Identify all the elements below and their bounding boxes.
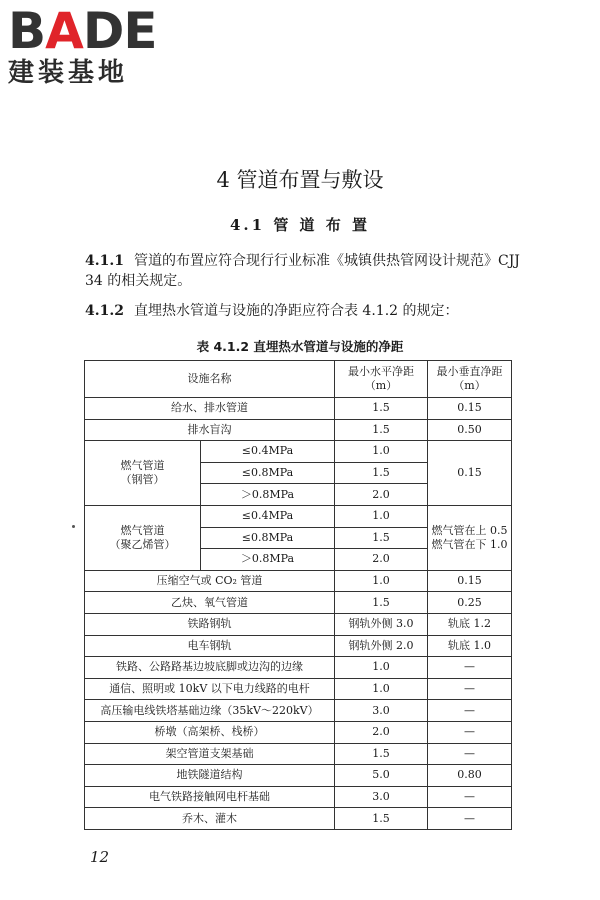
table-row: 桥墩（高架桥、栈桥） 2.0 — [85,721,512,743]
table-row: 乙炔、氧气管道 1.5 0.25 [85,592,512,614]
clause-number: 4.1.1 [85,253,124,269]
table-row: ＞0.8MPa 2.0 [85,549,512,571]
gas-pe-label: 燃气管道 （聚乙烯管） [85,505,201,570]
table-row: ＞0.8MPa 2.0 [85,484,512,506]
table-row: 电车钢轨 钢轨外侧 2.0 轨底 1.0 [85,635,512,657]
table-row: 燃气管道 （钢管） ≤0.4MPa 1.0 0.15 [85,441,512,463]
table-row: 地铁隧道结构 5.0 0.80 [85,765,512,787]
header-vertical: 最小垂直净距 （m） [428,361,512,398]
clearance-table [84,360,512,830]
logo-subtitle: 建装基地 [8,58,129,88]
table-row: ≤0.8MPa 1.5 [85,462,512,484]
section-title: 4.1 管 道 布 置 [230,216,370,234]
table-row: 压缩空气或 CO₂ 管道 1.0 0.15 [85,570,512,592]
table-row: 电气铁路接触网电杆基础 3.0 — [85,786,512,808]
logo-wordmark: BADE [8,2,157,60]
clause-4-1-2 [85,301,525,321]
table-row: 排水盲沟 1.5 0.50 [85,419,512,441]
clause-text: 管道的布置应符合现行行业标准《城镇供热管网设计规范》CJJ 34 的相关规定。 [85,253,520,289]
table-row: 架空管道支架基础 1.5 — [85,743,512,765]
header-name: 设施名称 [85,361,335,398]
table-row: ≤0.8MPa 1.5 [85,527,512,549]
table-row: 铁路、公路路基边坡底脚或边沟的边缘 1.0 — [85,657,512,679]
table-row: 乔木、灌木 1.5 — [85,808,512,830]
table-header-row [85,361,512,398]
table-row: 铁路钢轨 钢轨外侧 3.0 轨底 1.2 [85,613,512,635]
brand-logo [8,4,178,88]
chapter-title: 4 管道布置与敷设 [216,168,384,192]
margin-dot [72,525,75,528]
header-horizontal: 最小水平净距 （m） [335,361,428,398]
clause-number: 4.1.2 [85,303,124,319]
table-caption: 表 4.1.2 直埋热水管道与设施的净距 [196,339,404,354]
clause-text: 直埋热水管道与设施的净距应符合表 4.1.2 的规定： [133,303,459,319]
table-row: 燃气管道 （聚乙烯管） ≤0.4MPa 1.0 燃气管在上 0.5 燃气管在下 1.0 [85,505,512,527]
page-number: 12 [90,848,110,866]
table-row: 高压输电线铁塔基础边缘（35kV～220kV） 3.0 — [85,700,512,722]
table-row: 给水、排水管道 1.5 0.15 [85,398,512,420]
table-row: 通信、照明或 10kV 以下电力线路的电杆 1.0 — [85,678,512,700]
gas-steel-label: 燃气管道 （钢管） [85,441,201,506]
clause-4-1-1 [85,251,525,291]
